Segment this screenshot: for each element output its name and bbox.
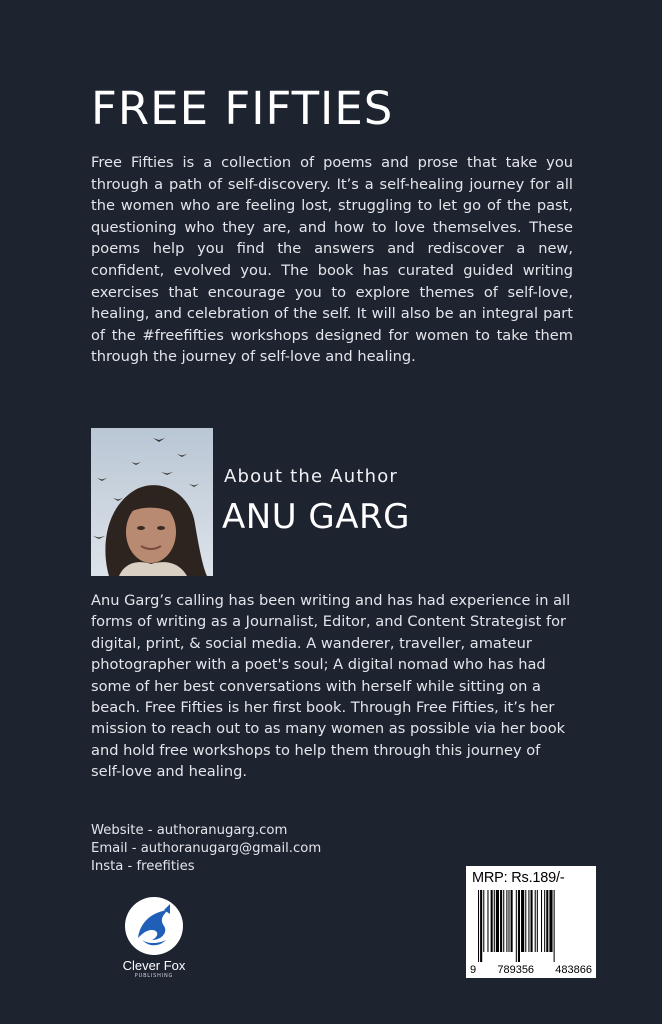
- publisher-name: Clever Fox: [122, 958, 186, 973]
- barcode-icon: [472, 890, 590, 962]
- barcode-bar: [544, 890, 545, 952]
- fox-logo-icon: [124, 896, 184, 956]
- barcode-bar: [528, 890, 529, 952]
- barcode-bar: [554, 890, 555, 962]
- barcode-bar: [506, 890, 507, 952]
- isbn-group-2: 483866: [555, 964, 592, 976]
- barcode-bar: [487, 890, 488, 952]
- book-title: FREE FIFTIES: [91, 82, 394, 135]
- barcode-bar: [494, 890, 495, 952]
- email-line: Email - authoranugarg@gmail.com: [91, 841, 322, 856]
- isbn-first-digit: 9: [470, 964, 477, 976]
- barcode-bar: [478, 890, 479, 962]
- price-barcode-box: [466, 866, 596, 978]
- website-line: Website - authoranugarg.com: [91, 823, 288, 838]
- barcode-bar: [541, 890, 542, 952]
- barcode-bar: [531, 890, 533, 952]
- barcode-bar: [480, 890, 482, 962]
- barcode-bar: [511, 890, 513, 952]
- author-bio: Anu Garg’s calling has been writing and has had experience in all forms of writing as a Journalist, Editor, and Content Strategist for digital, print, & social media. A wanderer, traveller, amateur photographer with a poet's soul; A digital nomad who has had some of her best conversations with herself while sitting on a beach. Free Fifties is her first book. Through Free Fifties, it’s her mission to reach out to as many women as possible via her book and hold free workshops to help them through this journey of self-love and healing.: [91, 592, 571, 781]
- barcode-bar: [525, 890, 526, 952]
- barcode-bar: [503, 890, 504, 952]
- barcode-bar: [508, 890, 509, 952]
- barcode-bar: [500, 890, 502, 952]
- publisher-logo: [112, 896, 196, 979]
- isbn-group-1: 789356: [497, 964, 535, 976]
- barcode-bar: [546, 890, 548, 952]
- barcode-bar: [537, 890, 538, 952]
- about-author-label: About the Author: [224, 466, 399, 487]
- author-photo: [91, 428, 213, 576]
- isbn-digits: [470, 964, 592, 976]
- barcode-bar: [496, 890, 499, 952]
- book-blurb: Free Fifties is a collection of poems and prose that take you through a path of self-discovery. It’s a self-healing journey for all the women who are feeling lost, struggling to let go of the past, questioning who they are, and how to love themselves. These poems help you find the answers and rediscover a new, confident, evolved you. The book has curated guided writing exercises that encourage you to explore themes of self-love, healing, and celebration of the self. It will also be an integral part of the #freefifties workshops designed for women to take them through the journey of self-love and healing.: [91, 154, 573, 366]
- barcode-bar: [516, 890, 517, 962]
- barcode-bar: [549, 890, 552, 952]
- barcode-bar: [521, 890, 524, 952]
- barcode-bar: [535, 890, 536, 952]
- barcode-bar: [518, 890, 520, 962]
- barcode-bar: [483, 890, 484, 952]
- mrp-price: MRP: Rs.189/-: [472, 870, 565, 886]
- insta-line: Insta - freefities: [91, 859, 195, 874]
- publisher-subtitle: PUBLISHING: [134, 973, 174, 979]
- author-name: ANU GARG: [222, 497, 410, 537]
- author-contacts: [91, 822, 321, 876]
- barcode-bar: [491, 890, 493, 952]
